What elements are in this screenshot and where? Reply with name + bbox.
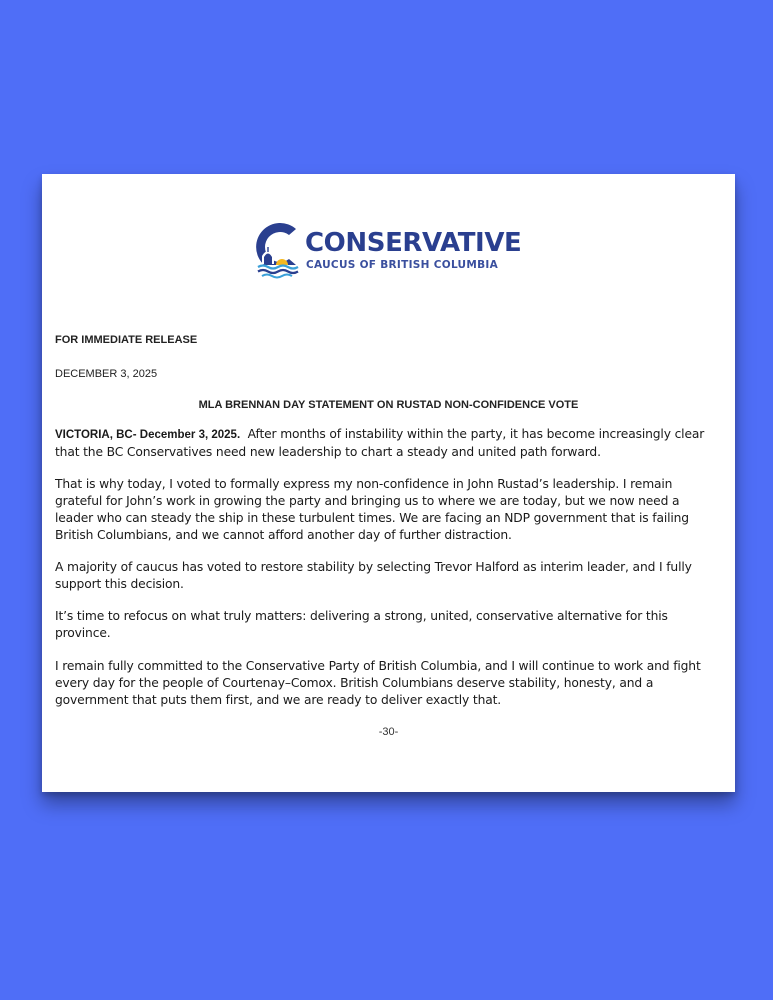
paragraph-line: British Columbians, and we cannot afford another day of further distraction. [55, 528, 512, 542]
paragraph-line: province. [55, 626, 111, 640]
paragraph-1 [55, 426, 725, 461]
paragraph-line: It’s time to refocus on what truly matters: delivering a strong, united, conservative alternative for this [55, 609, 668, 623]
paragraph-4 [55, 608, 725, 642]
conservative-caucus-logo-icon [252, 220, 304, 282]
paragraph-line: leader who can steady the ship in these turbulent times. We are facing an NDP government that is failing [55, 511, 689, 525]
paragraph-line: A majority of caucus has voted to restore stability by selecting Trevor Halford as interim leader, and I fully [55, 560, 692, 574]
paragraph-3 [55, 559, 725, 593]
paragraph-5 [55, 658, 725, 709]
paragraph-line: government that puts them first, and we are ready to deliver exactly that. [55, 693, 502, 707]
dateline: VICTORIA, BC- December 3, 2025. [55, 429, 241, 441]
paragraph-2 [55, 476, 725, 544]
press-release-document [42, 174, 735, 792]
paragraph-line: every day for the people of Courtenay–Comox. British Columbians deserve stability, honesty, and a [55, 676, 654, 690]
paragraph-line [55, 426, 725, 444]
release-headline: MLA BRENNAN DAY STATEMENT ON RUSTAD NON-CONFIDENCE VOTE [198, 399, 579, 411]
release-date: DECEMBER 3, 2025 [55, 368, 158, 380]
paragraph-line: I remain fully committed to the Conservative Party of British Columbia, and I will continue to work and fight [55, 659, 701, 673]
conservative-caucus-logo [252, 220, 532, 284]
release-label: FOR IMMEDIATE RELEASE [55, 334, 198, 346]
logo-wordmark: CONSERVATIVE [305, 228, 522, 258]
paragraph-line: support this decision. [55, 577, 184, 591]
paragraph-line: that the BC Conservatives need new leadership to chart a steady and united path forward. [55, 445, 601, 459]
logo-subtitle: CAUCUS OF BRITISH COLUMBIA [306, 259, 499, 271]
paragraph-text: After months of instability within the party, it has become increasingly clear [247, 427, 705, 441]
paragraph-line: That is why today, I voted to formally express my non-confidence in John Rustad’s leadership. I remain [55, 477, 673, 491]
paragraph-line: grateful for John’s work in growing the party and bringing us to where we are today, but we now need a [55, 494, 680, 508]
end-mark: -30- [378, 726, 399, 738]
